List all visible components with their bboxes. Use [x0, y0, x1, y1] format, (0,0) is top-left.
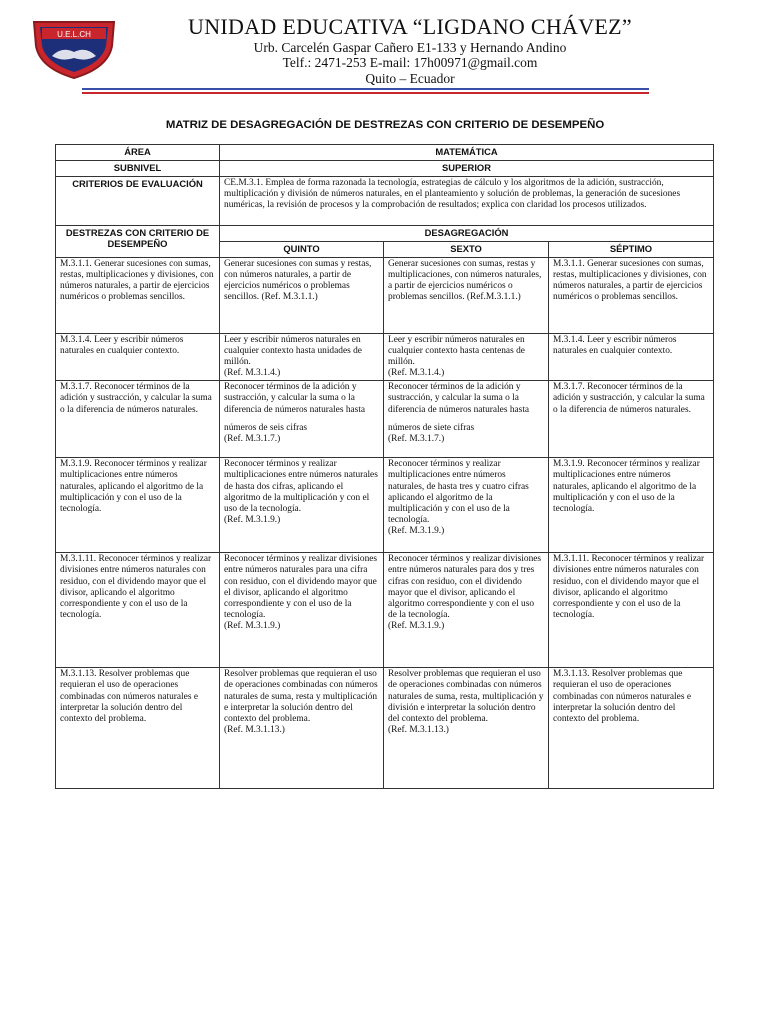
- header-rule-blue: [82, 88, 649, 90]
- sexto-cell: [384, 553, 549, 668]
- area-label: ÁREA: [56, 145, 220, 161]
- septimo-cell: M.3.1.4. Leer y escribir números naturales en cualquier contexto.: [549, 334, 714, 381]
- criterios-value: CE.M.3.1. Emplea de forma razonada la tecnología, estrategias de cálculo y los algoritmos de la adición, sustracción, multiplicación y división de números naturales, en el planteamiento y solución de problemas, la generación de sucesiones numéricas, la revisión de procesos y la comprobación de resultados; explica con claridad los procesos utilizados.: [220, 177, 714, 226]
- septimo-cell: M.3.1.13. Resolver problemas que requieran el uso de operaciones combinadas con números naturales e interpretar la solución dentro del contexto del problema.: [549, 668, 714, 789]
- destreza-cell: M.3.1.4. Leer y escribir números naturales en cualquier contexto.: [56, 334, 220, 381]
- sexto-cell: [384, 458, 549, 553]
- sexto-text: Reconocer términos y realizar multiplicaciones entre números naturales, de hasta tres y cuatro cifras aplicando el algoritmo de la multiplicación y con el uso de la tecnología.: [388, 459, 529, 525]
- sexto-text: Leer y escribir números naturales en cualquier contexto hasta centenas de millón.: [388, 335, 525, 368]
- sexto-cell: [384, 668, 549, 789]
- table-row: [56, 458, 714, 553]
- sexto-text: Resolver problemas que requieran el uso de operaciones combinadas con números naturales de suma, resta, multiplicación y división e interpretar la solución dentro del contexto del problema.: [388, 669, 544, 724]
- quinto-text: Resolver problemas que requieran el uso de operaciones combinadas con números naturales de suma, resta y multiplicación e interpretar la solución dentro del contexto del problema.: [224, 669, 378, 724]
- table-row: [56, 334, 714, 381]
- destreza-cell: M.3.1.7. Reconocer términos de la adición y sustracción, y calcular la suma o la diferencia de números naturales.: [56, 381, 220, 458]
- document-title: MATRIZ DE DESAGREGACIÓN DE DESTREZAS CON CRITERIO DE DESEMPEÑO: [165, 119, 605, 131]
- quinto-extra: números de seis cifras: [224, 422, 308, 433]
- sexto-cell: [384, 381, 549, 458]
- skills-matrix-table: [55, 144, 714, 789]
- septimo-cell: M.3.1.1. Generar sucesiones con sumas, restas, multiplicaciones y divisiones, con números naturales, a partir de ejercicios numéricos o problemas sencillos.: [549, 258, 714, 334]
- quinto-cell: Generar sucesiones con sumas y restas, con números naturales, a partir de ejercicios numéricos o problemas sencillos. (Ref. M.3.1.1.): [220, 258, 384, 334]
- destreza-cell: M.3.1.11. Reconocer términos y realizar divisiones entre números naturales con residuo, con el dividendo mayor que el divisor, aplicando el algoritmo correspondiente y con el uso de la tecnología.: [56, 553, 220, 668]
- sexto-ref: (Ref. M.3.1.13.): [388, 724, 449, 735]
- sexto-ref: (Ref. M.3.1.9.): [388, 525, 445, 536]
- area-value: MATEMÁTICA: [220, 145, 714, 161]
- sexto-text: Reconocer términos de la adición y sustracción, y calcular la suma o la diferencia de números naturales hasta: [388, 382, 530, 415]
- desagregacion-label: DESAGREGACIÓN: [220, 226, 714, 242]
- criterios-row: [56, 177, 714, 226]
- quinto-ref: (Ref. M.3.1.7.): [224, 433, 281, 444]
- sexto-text: Reconocer términos y realizar divisiones entre números naturales para dos y tres cifras con residuo, con el dividendo mayor que el divisor, aplicando el algoritmo correspondiente y con el uso de la tecnología.: [388, 554, 542, 620]
- sexto-ref: (Ref. M.3.1.4.): [388, 368, 445, 379]
- septimo-cell: M.3.1.11. Reconocer términos y realizar divisiones entre números naturales con residuo, con el dividendo mayor que el divisor, aplicando el algoritmo correspondiente y con el uso de la tecnología.: [549, 553, 714, 668]
- school-address: Urb. Carcelén Gaspar Cañero E1-133 y Hernando Andino: [253, 40, 567, 55]
- school-shield-logo: [28, 16, 120, 80]
- table-row: [56, 668, 714, 789]
- header-rule-red: [82, 92, 649, 94]
- school-contact: Telf.: 2471-253 E-mail: 17h00971@gmail.com: [282, 55, 538, 70]
- quinto-cell: [220, 668, 384, 789]
- subnivel-row: [56, 161, 714, 177]
- criterios-label: CRITERIOS DE EVALUACIÓN: [56, 177, 220, 226]
- quinto-text: Reconocer términos y realizar divisiones entre números naturales para una cifra con residuo, con el dividendo mayor que el divisor, aplicando el algoritmo correspondiente y con el uso de la tecnología.: [224, 554, 378, 620]
- destrezas-header-row: [56, 226, 714, 242]
- septimo-cell: M.3.1.9. Reconocer términos y realizar multiplicaciones entre números naturales, aplicando el algoritmo de la multiplicación y con el uso de la tecnología.: [549, 458, 714, 553]
- quinto-cell: [220, 458, 384, 553]
- quinto-cell: [220, 334, 384, 381]
- sexto-cell: Generar sucesiones con sumas, restas y multiplicaciones, con números naturales, a partir de ejercicios numéricos o problemas sencillos. (Ref.M.3.1.1.): [384, 258, 549, 334]
- septimo-cell: M.3.1.7. Reconocer términos de la adición y sustracción, y calcular la suma o la diferencia de números naturales.: [549, 381, 714, 458]
- table-row: [56, 381, 714, 458]
- table-row: [56, 258, 714, 334]
- area-row: [56, 145, 714, 161]
- quinto-ref: (Ref. M.3.1.4.): [224, 368, 281, 379]
- sexto-ref: (Ref. M.3.1.9.): [388, 620, 445, 631]
- sexto-cell: [384, 334, 549, 381]
- table-row: [56, 553, 714, 668]
- destrezas-label: DESTREZAS CON CRITERIO DE DESEMPEÑO: [56, 226, 220, 258]
- quinto-text: Reconocer términos y realizar multiplicaciones entre números naturales de hasta dos cifras, aplicando el algoritmo de la multiplicación y con el uso de la tecnología.: [224, 459, 378, 514]
- quinto-ref: (Ref. M.3.1.9.): [224, 620, 281, 631]
- school-city: Quito – Ecuador: [365, 71, 455, 86]
- destreza-cell: M.3.1.1. Generar sucesiones con sumas, restas, multiplicaciones y divisiones, con números naturales, a partir de ejercicios numéricos o problemas sencillos.: [56, 258, 220, 334]
- subnivel-value: SUPERIOR: [220, 161, 714, 177]
- quinto-text: Reconocer términos de la adición y sustracción, y calcular la suma o la diferencia de números naturales hasta: [224, 382, 366, 415]
- quinto-cell: [220, 553, 384, 668]
- quinto-ref: (Ref. M.3.1.13.): [224, 724, 285, 735]
- col-sexto: SEXTO: [384, 242, 549, 258]
- sexto-extra: números de siete cifras: [388, 422, 475, 433]
- destreza-cell: M.3.1.13. Resolver problemas que requieran el uso de operaciones combinadas con números naturales e interpretar la solución dentro del contexto del problema.: [56, 668, 220, 789]
- logo-text: U.E.L.CH: [57, 30, 91, 39]
- subnivel-label: SUBNIVEL: [56, 161, 220, 177]
- sexto-ref: (Ref. M.3.1.7.): [388, 433, 445, 444]
- school-name: UNIDAD EDUCATIVA “LIGDANO CHÁVEZ”: [188, 14, 632, 39]
- col-quinto: QUINTO: [220, 242, 384, 258]
- destreza-cell: M.3.1.9. Reconocer términos y realizar multiplicaciones entre números naturales, aplicando el algoritmo de la multiplicación y con el uso de la tecnología.: [56, 458, 220, 553]
- quinto-ref: (Ref. M.3.1.9.): [224, 514, 281, 525]
- col-septimo: SÉPTIMO: [549, 242, 714, 258]
- quinto-cell: [220, 381, 384, 458]
- quinto-text: Leer y escribir números naturales en cualquier contexto hasta unidades de millón.: [224, 335, 362, 368]
